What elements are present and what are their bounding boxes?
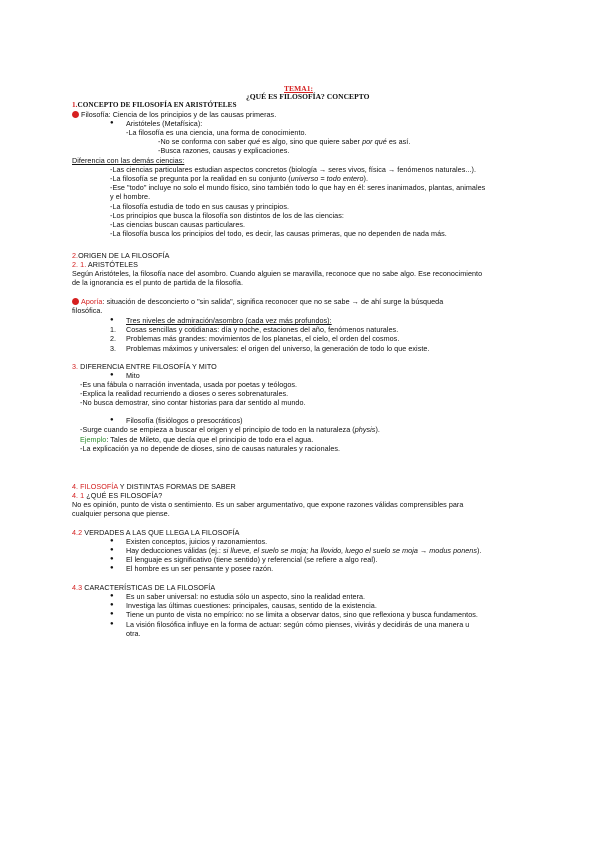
text-span: Hay deducciones válidas (ej.: [126, 546, 223, 555]
aporia-line [72, 297, 443, 306]
example-line [80, 435, 313, 444]
red-dot-icon [72, 298, 79, 305]
section-heading-text: ORIGEN DE LA FILOSOFÍA [78, 251, 170, 260]
section-number: 4. [72, 482, 79, 491]
text-line: -Las ciencias particulares estudian aspectos concretos (biología → seres vivos, física → fenómenos naturales...). [110, 165, 476, 174]
text-span: es así. [386, 137, 411, 146]
bullet-icon: ● [110, 565, 114, 571]
text-line [80, 425, 380, 434]
filosofia-label: Filosofía (fisiólogos o presocráticos) [126, 416, 243, 425]
list-item: El lenguaje es significativo (tiene sentido) y referencial (se refiere a algo real). [126, 555, 378, 564]
list-item: Investiga las últimas cuestiones: principales, causas, sentido de la existencia. [126, 601, 377, 610]
text-line: filosófica. [72, 306, 103, 315]
subsection-heading [72, 260, 138, 269]
text-line: y el hombre. [110, 192, 151, 201]
bullet-icon: ● [110, 611, 114, 617]
title-text: TEMA1: [284, 84, 314, 93]
example-label: Ejemplo [80, 435, 107, 444]
section-1-heading [72, 101, 237, 110]
doc-subtitle [246, 92, 370, 101]
red-dot-icon [72, 111, 79, 118]
text-line: -Los principios que busca la filosofía son distintos de los de las ciencias: [110, 211, 344, 220]
italic-span: universo = todo entero [290, 174, 364, 183]
list-item: El hombre es un ser pensante y posee razón. [126, 564, 274, 573]
text-span: ). [375, 425, 380, 434]
subsection-heading-text: ARISTÓTELES [87, 260, 138, 269]
list-item: Existen conceptos, juicios y razonamientos. [126, 537, 268, 546]
subsection-heading-text: VERDADES A LAS QUE LLEGA LA FILOSOFÍA [84, 528, 240, 537]
bullet-icon: ● [110, 621, 114, 627]
list-item-continuation: otra. [126, 629, 141, 638]
subsection-number: 4.3 [72, 583, 83, 592]
subsection-number: 4.2 [72, 528, 83, 537]
text-line: cualquier persona que piense. [72, 509, 170, 518]
text-line: -Las ciencias buscan causas particulares. [110, 220, 246, 229]
text-line: -Es una fábula o narración inventada, usada por poetas y teólogos. [80, 380, 298, 389]
level-item: Problemas máximos y universales: el origen del universo, la generación de todo lo que existe. [126, 344, 430, 353]
levels-heading: Tres niveles de admiración/asombro (cada vez más profundos): [126, 316, 332, 325]
bullet-icon: ● [110, 120, 114, 126]
italic-span: si llueve, el suelo se moja; ha llovido, luego el suelo se moja → modus ponens [222, 546, 477, 555]
text-span: -La filosofía se pregunta por la realidad en su conjunto ( [110, 174, 291, 183]
subsection-heading [72, 583, 215, 592]
text-line: -Explica la realidad recurriendo a dioses o seres sobrenaturales. [80, 389, 289, 398]
text-line: -La filosofía estudia de todo en sus causas y principios. [110, 202, 290, 211]
section-number: 1. [72, 101, 78, 109]
definition-text: Filosofía: Ciencia de los principios y de las causas primeras. [81, 110, 277, 119]
text-span: -No se conforma con saber [158, 137, 248, 146]
italic-span: qué [248, 137, 261, 146]
level-item: Cosas sencillas y cotidianas: día y noche, estaciones del año, fenómenos naturales. [126, 325, 399, 334]
bullet-icon: ● [110, 556, 114, 562]
list-item: Es un saber universal: no estudia sólo un aspecto, sino la realidad entera. [126, 592, 366, 601]
text-line [110, 174, 368, 183]
bullet-icon: ● [110, 417, 114, 423]
section-heading-text: DIFERENCIA ENTRE FILOSOFÍA Y MITO [80, 362, 217, 371]
level-number: 3. [110, 344, 116, 353]
text-span: es algo, sino que quiere saber [260, 137, 363, 146]
section-heading-text: Y DISTINTAS FORMAS DE SABER [117, 482, 236, 491]
aristoteles-metaphysics: Aristóteles (Metafísica): [126, 119, 203, 128]
text-span: -Surge cuando se empieza a buscar el origen y el principio de todo en la naturaleza ( [80, 425, 355, 434]
text-span: : Tales de Mileto, que decía que el principio de todo era el agua. [106, 435, 314, 444]
section-2-heading [72, 251, 169, 260]
subsection-heading [72, 491, 162, 500]
level-number: 2. [110, 334, 116, 343]
bullet-icon: ● [110, 547, 114, 553]
definition-line [72, 110, 276, 119]
subtitle-text: ¿QUÉ ES FILOSOFÍA? CONCEPTO [246, 92, 370, 101]
level-number: 1. [110, 325, 116, 334]
differences-heading: Diferencia con las demás ciencias: [72, 156, 185, 165]
subsection-heading [72, 528, 239, 537]
text-line: -No busca demostrar, sino contar historias para dar sentido al mundo. [80, 398, 306, 407]
mito-label: Mito [126, 371, 140, 380]
text-line [158, 137, 410, 146]
text-line: de la ignorancia es el punto de partida de la filosofía. [72, 278, 244, 287]
subsection-heading-text: ¿QUÉ ES FILOSOFÍA? [86, 491, 163, 500]
text-line: No es opinión, punto de vista o sentimiento. Es un saber argumentativo, que expone razones válidas comprensibles para [72, 500, 464, 509]
text-line: -La explicación ya no depende de dioses, sino de causas naturales y racionales. [80, 444, 341, 453]
italic-span: por qué [362, 137, 387, 146]
section-3-heading [72, 362, 217, 371]
text-line: -La filosofía es una ciencia, una forma de conocimiento. [126, 128, 307, 137]
section-heading-red: FILOSOFÍA [80, 482, 118, 491]
aporia-term: Aporía [81, 297, 103, 306]
text-line: -Ese "todo" incluye no solo el mundo físico, sino también todo lo que hay en él: seres inanimados, plantas, animales [110, 183, 486, 192]
subsection-number: 2. 1. [72, 260, 87, 269]
list-item: La visión filosófica influye en la forma de actuar: según cómo pienses, vivirás y decidirás de una manera u [126, 620, 470, 629]
section-number: 3. [72, 362, 79, 371]
text-span: ). [477, 546, 482, 555]
bullet-icon: ● [110, 372, 114, 378]
section-4-heading [72, 482, 236, 491]
section-number: 2. [72, 251, 79, 260]
subsection-number: 4. 1 [72, 491, 85, 500]
text-line: -Busca razones, causas y explicaciones. [158, 146, 290, 155]
italic-span: physis [354, 425, 376, 434]
list-item: Tiene un punto de vista no empírico: no se limita a observar datos, sino que reflexiona y busca fundamentos. [126, 610, 478, 619]
text-span: ). [363, 174, 369, 183]
text-span: : situación de desconcierto o "sin salida", significa reconocer que no se sabe → de ahí surge la búsqueda [102, 297, 444, 306]
bullet-icon: ● [110, 317, 114, 323]
text-line: -La filosofía busca los principios del todo, es decir, las causas primeras, que no dependen de nada más. [110, 229, 447, 238]
bullet-icon: ● [110, 602, 114, 608]
bullet-icon: ● [110, 593, 114, 599]
bullet-icon: ● [110, 538, 114, 544]
list-item [126, 546, 482, 555]
level-item: Problemas más grandes: movimientos de los planetas, el cielo, el orden del cosmos. [126, 334, 400, 343]
subsection-heading-text: CARACTERÍSTICAS DE LA FILOSOFÍA [84, 583, 216, 592]
section-heading-text: CONCEPTO DE FILOSOFÍA EN ARISTÓTELES [77, 101, 237, 109]
text-line: Según Aristóteles, la filosofía nace del asombro. Cuando alguien se maravilla, reconoce que no sabe algo. Ese reconocimiento [72, 269, 483, 278]
